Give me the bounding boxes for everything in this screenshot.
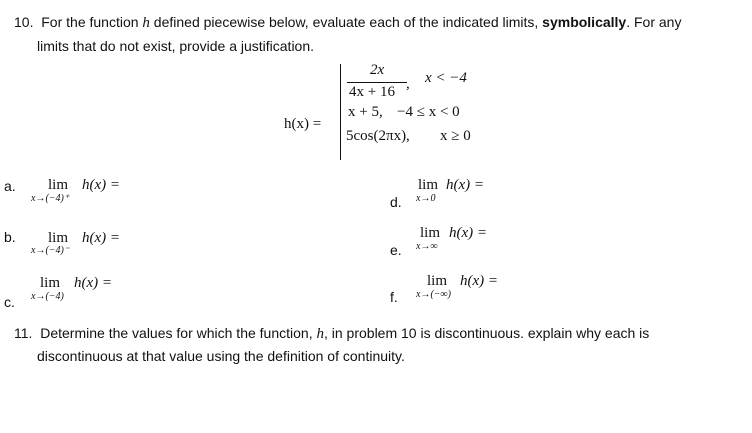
fraction-denominator: 4x + 16: [349, 84, 395, 100]
q11-line2: discontinuous at that value using the definition of continuity.: [37, 348, 405, 364]
condition-3: x ≥ 0: [440, 128, 471, 144]
lim-b-expression: h(x) =: [82, 230, 121, 246]
function-name: h: [316, 326, 324, 342]
q10-number: 10.: [14, 14, 34, 30]
part-d-label: d.: [390, 194, 402, 210]
lim-b: lim: [48, 230, 69, 246]
part-a-label: a.: [4, 178, 16, 194]
q10-text: defined piecewise below, evaluate each of the indicated limits,: [149, 14, 543, 30]
fraction-bar: [347, 82, 407, 83]
lim-e-expression: h(x) =: [449, 225, 488, 241]
lim-e-subscript: x→∞: [416, 241, 438, 252]
condition-1: x < −4: [425, 70, 467, 86]
lim-a-expression: h(x) =: [82, 177, 121, 193]
function-name: h: [142, 15, 150, 31]
q11-text: Determine the values for which the function,: [40, 325, 317, 341]
q11-text: , in problem 10 is discontinuous. explain why each is: [323, 325, 650, 341]
q10-emphasis: symbolically: [542, 14, 627, 30]
piece-3: 5cos(2πx),: [346, 128, 410, 144]
lim-d-expression: h(x) =: [446, 177, 485, 193]
q11-line1: [14, 325, 649, 343]
q10-line1: [14, 14, 681, 32]
part-c-label: c.: [4, 294, 15, 310]
lim-c-expression: h(x) =: [74, 275, 113, 291]
part-e-label: e.: [390, 242, 402, 258]
q10-text: . For any: [626, 14, 682, 30]
lim-f-subscript: x→(−∞): [416, 289, 451, 300]
part-f-label: f.: [390, 289, 398, 305]
q10-line2: limits that do not exist, provide a justification.: [37, 38, 315, 54]
lim-e: lim: [420, 225, 441, 241]
lim-c: lim: [40, 275, 61, 291]
fraction-numerator: 2x: [370, 62, 385, 78]
q11-number: 11.: [14, 325, 33, 341]
lim-a: lim: [48, 177, 69, 193]
lim-d: lim: [418, 177, 439, 193]
lim-c-subscript: x→(−4): [31, 291, 64, 302]
left-brace: [340, 64, 341, 160]
part-b-label: b.: [4, 229, 16, 245]
piece-2: x + 5,: [348, 104, 383, 120]
lim-d-subscript: x→0: [416, 193, 436, 204]
lim-b-subscript: x→(−4)⁻: [31, 245, 70, 256]
lim-f-expression: h(x) =: [460, 273, 499, 289]
comma: ,: [406, 76, 410, 92]
lim-f: lim: [427, 273, 448, 289]
q10-text: For the function: [41, 14, 143, 30]
lim-a-subscript: x→(−4)⁺: [31, 193, 70, 204]
piecewise-lhs: h(x) =: [284, 116, 322, 132]
condition-2: −4 ≤ x < 0: [397, 104, 460, 120]
